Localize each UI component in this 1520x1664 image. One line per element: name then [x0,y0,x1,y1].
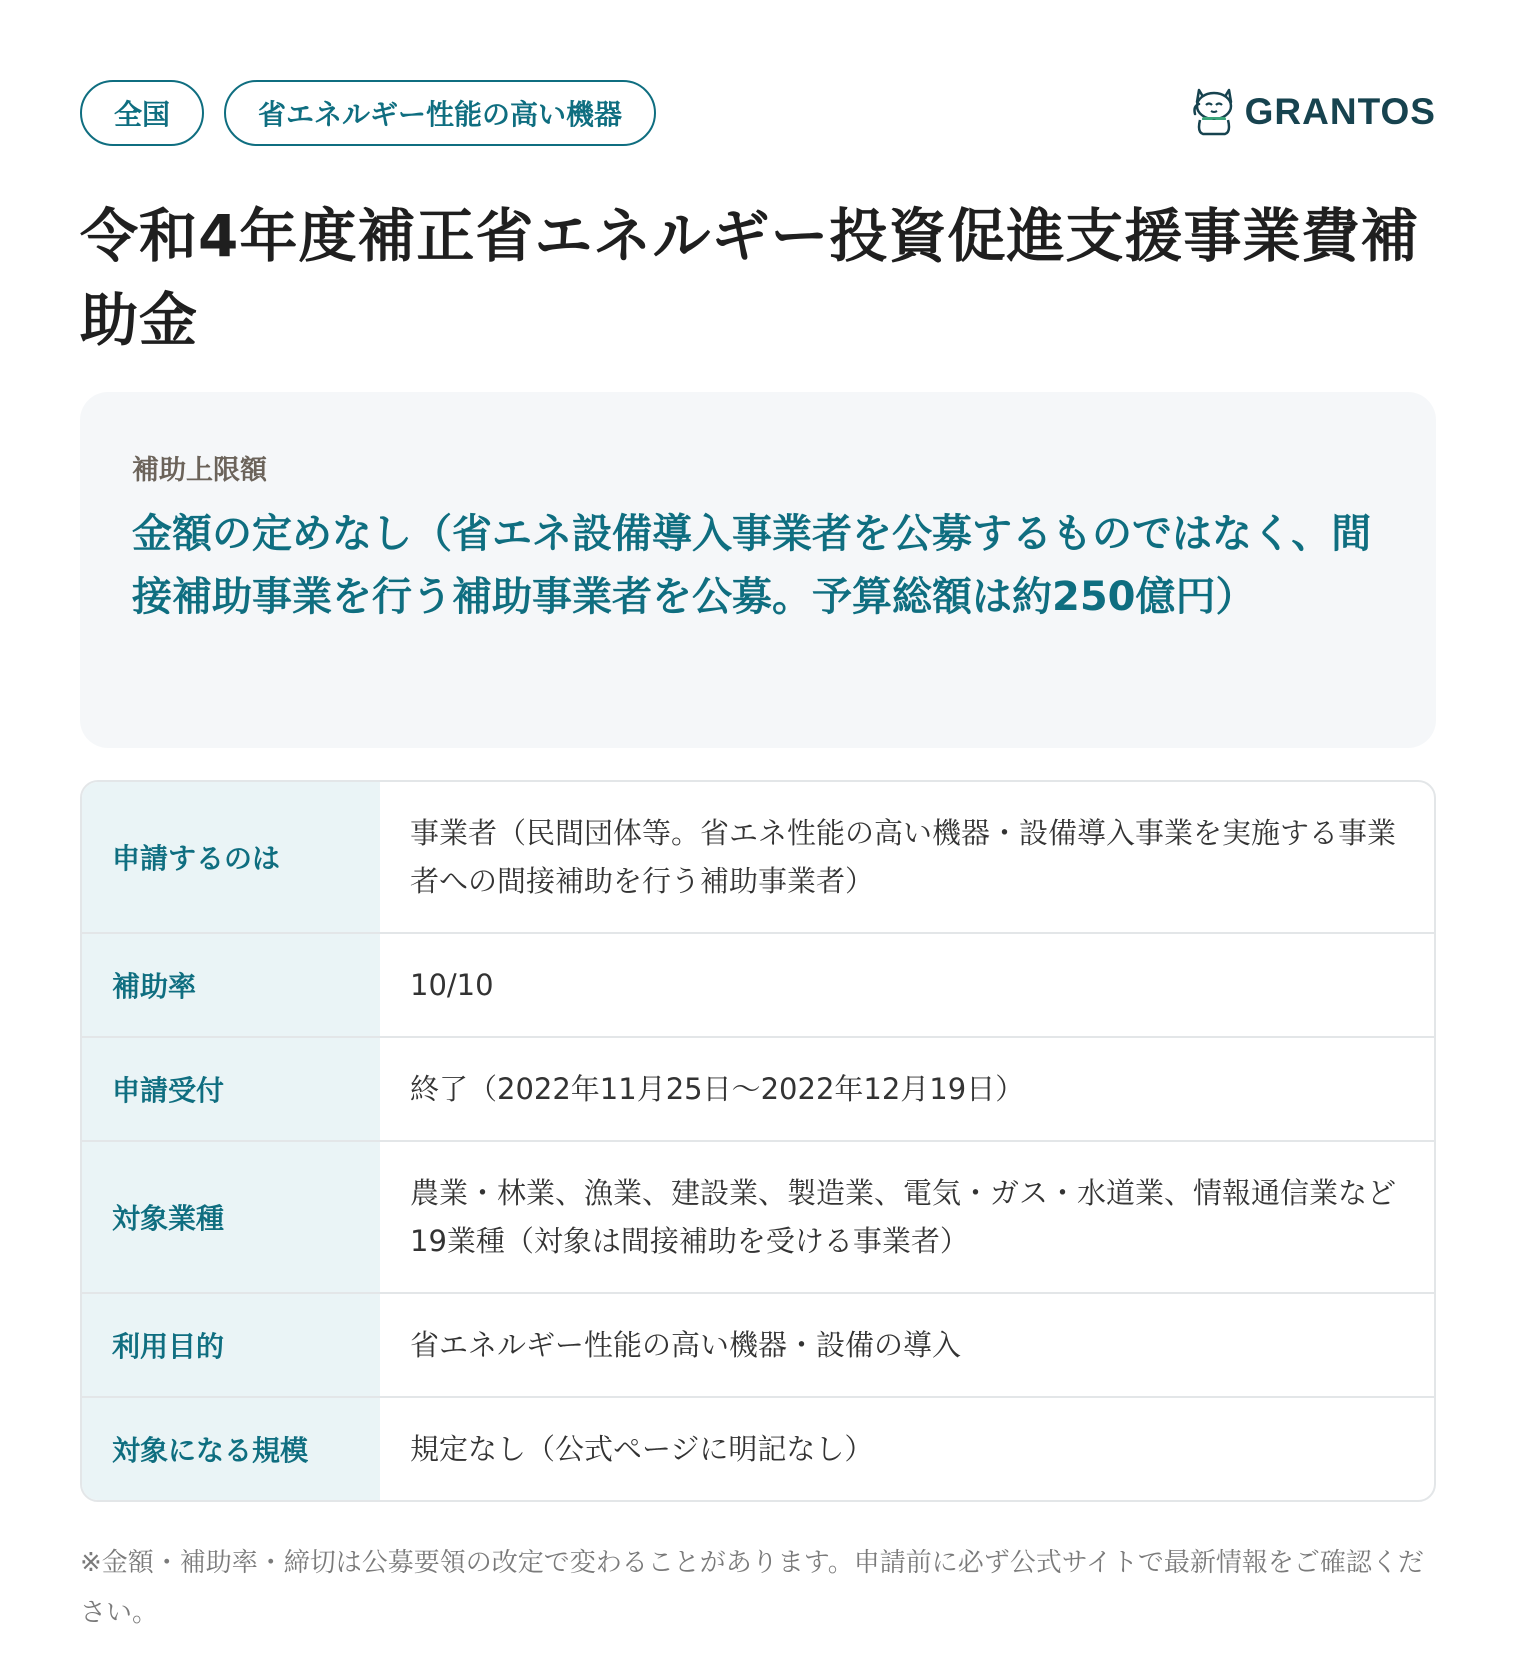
subsidy-limit-value: 金額の定めなし（省エネ設備導入事業者を公募するものではなく、間接補助事業を行う補助事業者を公募。予算総額は約250億円） [132,511,1372,620]
table-row [82,1294,1434,1398]
subsidy-limit-card [80,392,1436,748]
row-value-scale: 規定なし（公式ページに明記なし） [410,1432,874,1466]
subsidy-limit-label: 補助上限額 [132,455,267,486]
info-table [80,780,1436,1502]
table-row [82,1398,1434,1500]
footnote: ※金額・補助率・締切は公募要領の改定で変わることがあります。申請前に必ず公式サイトで最新情報をご確認ください。 [80,1548,1424,1628]
row-label-subsidy-rate: 補助率 [82,934,380,1036]
grantos-logo[interactable] [1191,84,1436,140]
row-label-applicant: 申請するのは [82,782,380,932]
row-label-purpose: 利用目的 [82,1294,380,1396]
page-title: 令和4年度補正省エネルギー投資促進支援事業費補助金 [80,202,1420,354]
row-label-scale: 対象になる規模 [82,1398,380,1500]
grant-detail-page [80,0,1436,1664]
row-label-industries: 対象業種 [82,1142,380,1292]
table-row [82,1038,1434,1142]
lucky-cat-icon [1191,84,1237,140]
tag-category[interactable]: 省エネルギー性能の高い機器 [224,80,656,146]
header [80,0,1436,160]
table-row [82,1142,1434,1294]
row-value-industries: 農業・林業、漁業、建設業、製造業、電気・ガス・水道業、情報通信業など19業種（対象は間接補助を受ける事業者） [410,1176,1397,1258]
row-value-applicant: 事業者（民間団体等。省エネ性能の高い機器・設備導入事業を実施する事業者への間接補助を行う補助事業者） [410,816,1397,898]
table-row [82,782,1434,934]
row-value-subsidy-rate: 10/10 [410,968,494,1002]
tag-region[interactable]: 全国 [80,80,204,146]
tag-list [80,80,656,146]
row-value-application-period: 終了（2022年11月25日〜2022年12月19日） [410,1072,1025,1106]
row-label-application-period: 申請受付 [82,1038,380,1140]
row-value-purpose: 省エネルギー性能の高い機器・設備の導入 [410,1328,962,1362]
logo-text: GRANTOS [1244,91,1436,132]
table-row [82,934,1434,1038]
